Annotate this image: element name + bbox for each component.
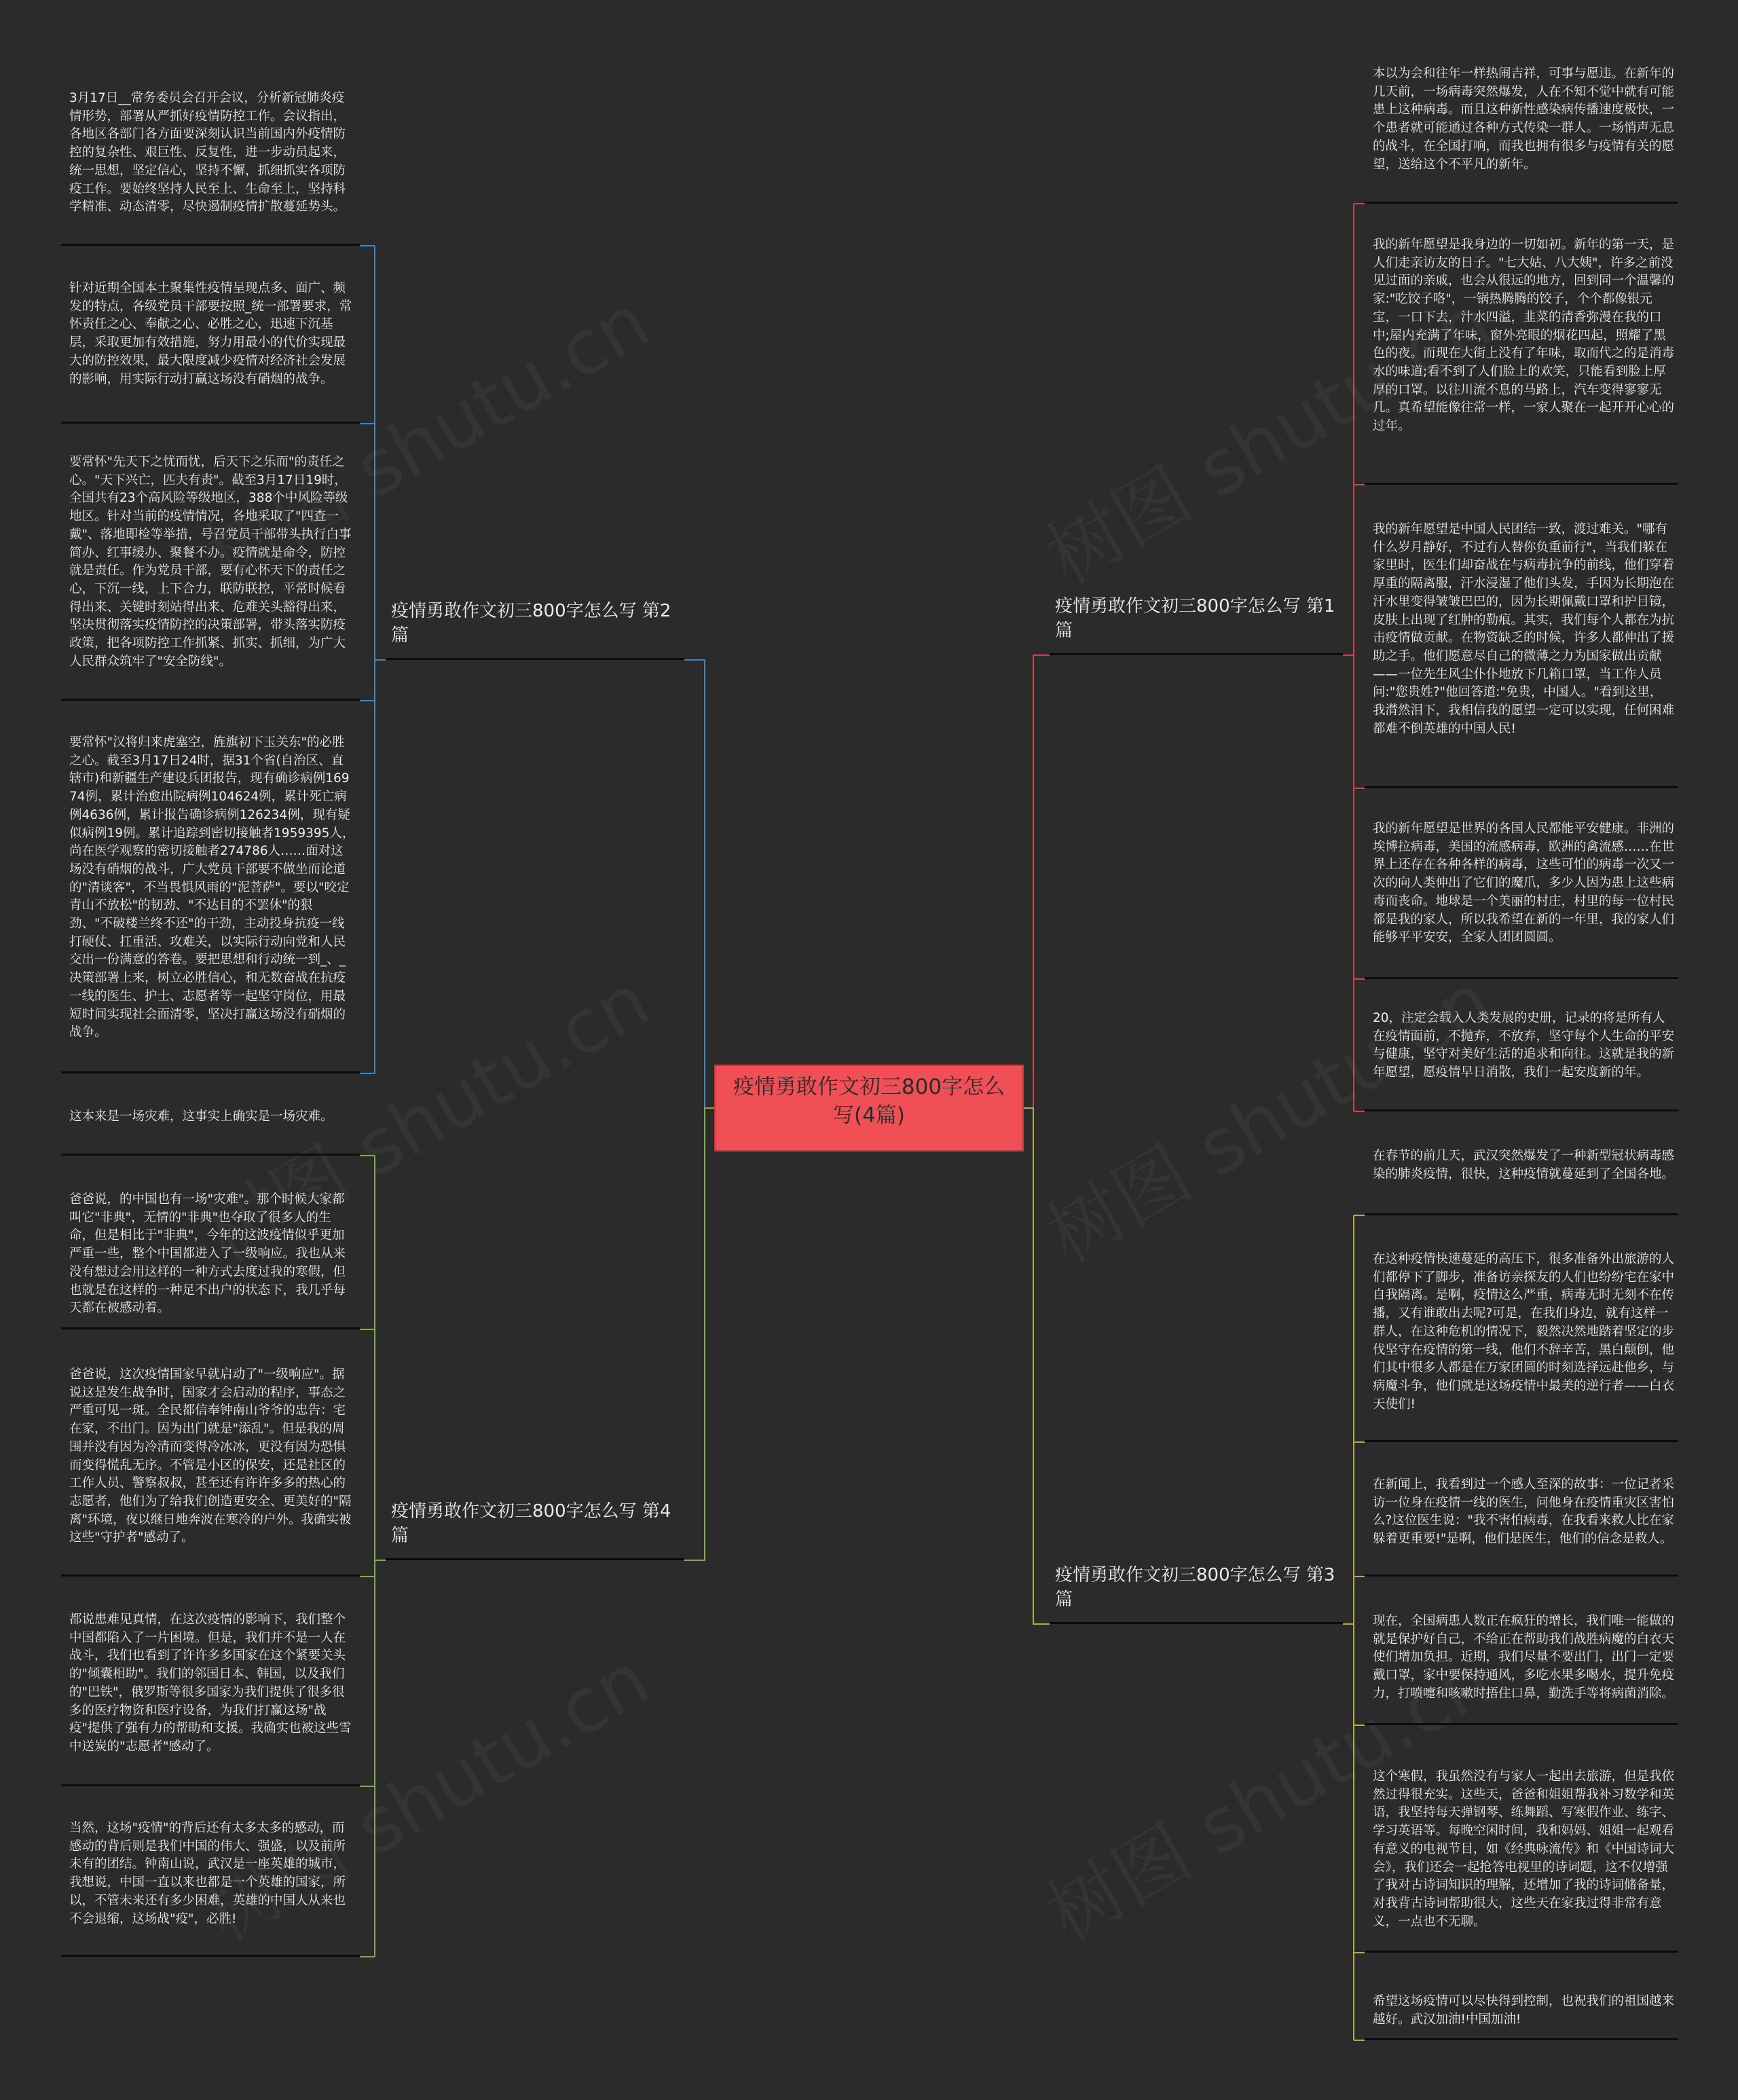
branch-connector (1024, 1108, 1050, 1624)
leaf-note[interactable]: 爸爸说，的中国也有一场"灾难"。那个时候大家都叫它"非典"，无情的"非典"也夺取了很多人的生命，但是相比于"非典"，今年的这波疫情似乎更加严重一些，整个中国都进入了一级响应。我也从来没有想过会用这样的一种方式去度过我的寒假，但也就是在这样的一种足不出户的状态下，我几乎每天都在被感动着。 (61, 1191, 360, 1329)
leaf-note[interactable]: 在这种疫情快速蔓延的高压下，很多准备外出旅游的人们都停下了脚步，准备访亲探友的人们也纷纷宅在家中自我隔离。是啊，疫情这么严重，病毒无时无刻不在传播，又有谁敢出去呢?可是，在我们身边，就有这样一群人，在这种危机的情况下，毅然决然地踏着坚定的步伐坚守在疫情的第一线，他们不辞辛苦，黑白颠倒，他们其中很多人都是在万家团圆的时刻选择远赴他乡，与病魔斗争，他们就是这场疫情中最美的逆行者——白衣天使们! (1365, 1251, 1678, 1442)
leaf-note[interactable]: 都说患难见真情，在这次疫情的影响下，我们整个中国都陷入了一片困境。但是，我们并不是一人在战斗，我们也看到了许许多多国家在这个紧要关头的"倾囊相助"。我们的邻国日本、韩国，以及我们的"巴铁"，俄罗斯等很多国家为我们提供了很多很多的医疗物资和医疗设备，为我们打赢这场"战疫"提供了强有力的帮助和支援。我确实也被这些雪中送炭的"志愿者"感动了。 (61, 1611, 360, 1786)
branch-topic-4[interactable]: 疫情勇敢作文初三800字怎么写 第4篇 (386, 1499, 684, 1560)
leaf-note[interactable]: 针对近期全国本土聚集性疫情呈现点多、面广、频发的特点，各级党员干部要按照_统一部署要求，常怀责任之心、奉献之心、必胜之心，迅速下沉基层，采取更加有效措施，努力用最小的代价实现最大的防控效果，最大限度减少疫情对经济社会发展的影响，用实际行动打赢这场没有硝烟的战争。 (61, 280, 360, 424)
leaf-note[interactable]: 要常怀"先天下之忧而忧，后天下之乐而"的责任之心。"天下兴亡，匹夫有责"。截至3月17日19时，全国共有23个高风险等级地区，388个中风险等级地区。针对当前的疫情情况，各地采取了"四查一戴"、落地即检等举措，号召党员干部带头执行白事简办、红事缓办、聚餐不办。疫情就是命令，防控就是责任。作为党员干部，要有心怀天下的责任之心，下沉一线，上下合力，联防联控，平常时候看得出来、关键时刻站得出来、危难关头豁得出来，坚决贯彻落实疫情防控的决策部署，带头落实防疫政策，把各项防控工作抓紧、抓实、抓细，为广大人民群众筑牢了"安全防线"。 (61, 454, 360, 701)
branch-connector (1024, 655, 1050, 1108)
branch-connector (684, 660, 714, 1108)
leaf-note[interactable]: 我的新年愿望是世界的各国人民都能平安健康。非洲的埃博拉病毒，美国的流感病毒，欧洲的禽流感……在世界上还存在各种各样的病毒，这些可怕的病毒一次又一次的向人类伸出了它们的魔爪，多少人因为患上这些病毒而丧命。地球是一个美丽的村庄，村里的每一位村民都是我的家人，所以我希望在新的一年里，我的家人们能够平平安安，全家人团团圆圆。 (1365, 820, 1678, 979)
central-topic[interactable]: 疫情勇敢作文初三800字怎么写(4篇) (714, 1065, 1024, 1152)
branch-topic-3[interactable]: 疫情勇敢作文初三800字怎么写 第3篇 (1050, 1563, 1343, 1624)
leaf-note[interactable]: 20，注定会载入人类发展的史册，记录的将是所有人在疫情面前，不抛弃，不放弃，坚守每个人生命的平安与健康，坚守对美好生活的追求和向往。这就是我的新年愿望，愿疫情早日消散，我们一起安度新的年。 (1365, 1010, 1678, 1111)
leaf-note[interactable]: 希望这场疫情可以尽快得到控制，也祝我们的祖国越来越好。武汉加油!中国加油! (1365, 1993, 1678, 2040)
leaf-note[interactable]: 我的新年愿望是中国人民团结一致，渡过难关。"哪有什么岁月静好，不过有人替你负重前行"，当我们躲在家里时，医生们却奋战在与病毒抗争的前线，他们穿着厚重的隔离服，汗水浸湿了他们头发，手因为长期泡在汗水里变得皱皱巴巴的，因为长期佩戴口罩和护目镜，皮肤上出现了红肿的勒痕。其实，我们每个人都在为抗击疫情做贡献。在物资缺乏的时候，许多人都伸出了援助之手。他们愿意尽自己的微薄之力为国家做出贡献——一位先生风尘仆仆地放下几箱口罩，当工作人员问:"您贵姓?"他回答道:"免贵，中国人。"看到这里，我潸然泪下，我相信我的愿望一定可以实现，任何困难都难不倒英雄的中国人民! (1365, 521, 1678, 788)
leaf-note[interactable]: 这本来是一场灾难，这事实上确实是一场灾难。 (61, 1108, 360, 1156)
leaf-note[interactable]: 我的新年愿望是我身边的一切如初。新年的第一天，是人们走亲访友的日子。"七大姑、八大姨"，许多之前没见过面的亲戚，也会从很远的地方，回到同一个温馨的家:"吃饺子咯"，一锅热腾腾的饺子，个个都像银元宝，一口下去，汁水四溢，韭菜的清香弥漫在我的口中;屋内充满了年味，窗外亮眼的烟花四起，照耀了黑色的夜。而现在大街上没有了年味，取而代之的是消毒水的味道;看不到了人们脸上的欢笑，只能看到脸上厚厚的口罩。以往川流不息的马路上，汽车变得寥寥无几。真希望能像往常一样，一家人聚在一起开开心心的过年。 (1365, 236, 1678, 485)
leaf-note[interactable]: 在春节的前几天，武汉突然爆发了一种新型冠状病毒感染的肺炎疫情，很快，这种疫情就蔓延到了全国各地。 (1365, 1147, 1678, 1215)
leaf-note[interactable]: 要常怀"汉将归来虎塞空，旌旗初下玉关东"的必胜之心。截至3月17日24时，据31个省(自治区、直辖市)和新疆生产建设兵团报告，现有确诊病例16974例，累计治愈出院病例104624例，累计死亡病例4636例，累计报告确诊病例126234例，现有疑似病例19例。累计追踪到密切接触者1959395人，尚在医学观察的密切接触者274786人……面对这场没有硝烟的战斗，广大党员干部要不做坐而论道的"清谈客"，不当畏惧风雨的"泥菩萨"。要以"咬定青山不放松"的韧劲、"不达目的不罢休"的狠劲、"不破楼兰终不还"的干劲，主动投身抗疫一线打硬仗、扛重活、攻难关，以实际行动向党和人民交出一份满意的答卷。要把思想和行动统一到_、_决策部署上来，树立必胜信心，和无数奋战在抗疫一线的医生、护士、志愿者等一起坚守岗位，用最短时间实现社会面清零，坚决打赢这场没有硝烟的战争。 (61, 734, 360, 1073)
leaf-note[interactable]: 当然，这场"疫情"的背后还有太多太多的感动，而感动的背后则是我们中国的伟大、强盛，以及前所未有的团结。钟南山说，武汉是一座英雄的城市，我想说，中国一直以来也都是一个英雄的国家，所以，不管未来还有多少困难，英雄的中国人从来也不会退缩，这场战"疫"，必胜! (61, 1820, 360, 1957)
leaf-note[interactable]: 在新闻上，我看到过一个感人至深的故事：一位记者采访一位身在疫情一线的医生，问他身在疫情重灾区害怕么?这位医生说："我不害怕病毒，在我看来救人比在家躲着更重要!"是啊，他们是医生，他们的信念是救人。 (1365, 1476, 1678, 1577)
leaf-note[interactable]: 本以为会和往年一样热闹吉祥，可事与愿违。在新年的几天前，一场病毒突然爆发，人在不知不觉中就有可能患上这种病毒。而且这种新性感染病传播速度极快，一个患者就可能通过各种方式传染一群人。一场悄声无息的战斗，在全国打响，而我也拥有很多与疫情有关的愿望，送给这个不平凡的新年。 (1365, 65, 1678, 204)
leaf-note[interactable]: 现在，全国病患人数正在疯狂的增长，我们唯一能做的就是保护好自己，不给正在帮助我们战胜病魔的白衣天使们增加负担。近期，我们尽量不要出门，出门一定要戴口罩，家中要保持通风，多吃水果多喝水，提升免疫力，打喷嚏和咳嗽时捂住口鼻，勤洗手等将病菌消除。 (1365, 1613, 1678, 1725)
branch-connector (684, 1108, 714, 1560)
leaf-note[interactable]: 这个寒假，我虽然没有与家人一起出去旅游，但是我依然过得很充实。这些天，爸爸和姐姐帮我补习数学和英语，我坚持每天弹钢琴、练舞蹈、写寒假作业、练字、学习英语等。每晚空闲时间，我和妈妈、姐姐一起观看有意义的电视节目，如《经典咏流传》和《中国诗词大会》，我们还会一起抢答电视里的诗词题，这不仅增强了我对古诗词知识的理解，还增加了我的诗词储备量，对我背古诗词帮助很大，这些天在家我过得非常有意义，一点也不无聊。 (1365, 1768, 1678, 1953)
branch-topic-1[interactable]: 疫情勇敢作文初三800字怎么写 第1篇 (1050, 594, 1343, 655)
leaf-note[interactable]: 3月17日__常务委员会召开会议，分析新冠肺炎疫情形势，部署从严抓好疫情防控工作。会议指出，各地区各部门各方面要深刻认识当前国内外疫情防控的复杂性、艰巨性、反复性，进一步动员起来，统一思想，坚定信心，坚持不懈，抓细抓实各项防疫工作。要始终坚持人民至上、生命至上，坚持科学精准、动态清零，尽快遏制疫情扩散蔓延势头。 (61, 90, 360, 246)
branch-topic-2[interactable]: 疫情勇敢作文初三800字怎么写 第2篇 (386, 599, 684, 660)
leaf-note[interactable]: 爸爸说，这次疫情国家早就启动了"一级响应"。据说这是发生战争时，国家才会启动的程序，事态之严重可见一斑。全民都信奉钟南山爷爷的忠告：宅在家，不出门。因为出门就是"添乱"。但是我的周围并没有因为冷清而变得冷冰冰，更没有因为恐惧而变得慌乱无序。不管是小区的保安，还是社区的工作人员、警察叔叔，甚至还有许许多多的热心的志愿者，他们为了给我们创造更安全、更美好的"隔离"环境，夜以继日地奔波在寒冷的户外。我确实被这些"守护者"感动了。 (61, 1366, 360, 1577)
